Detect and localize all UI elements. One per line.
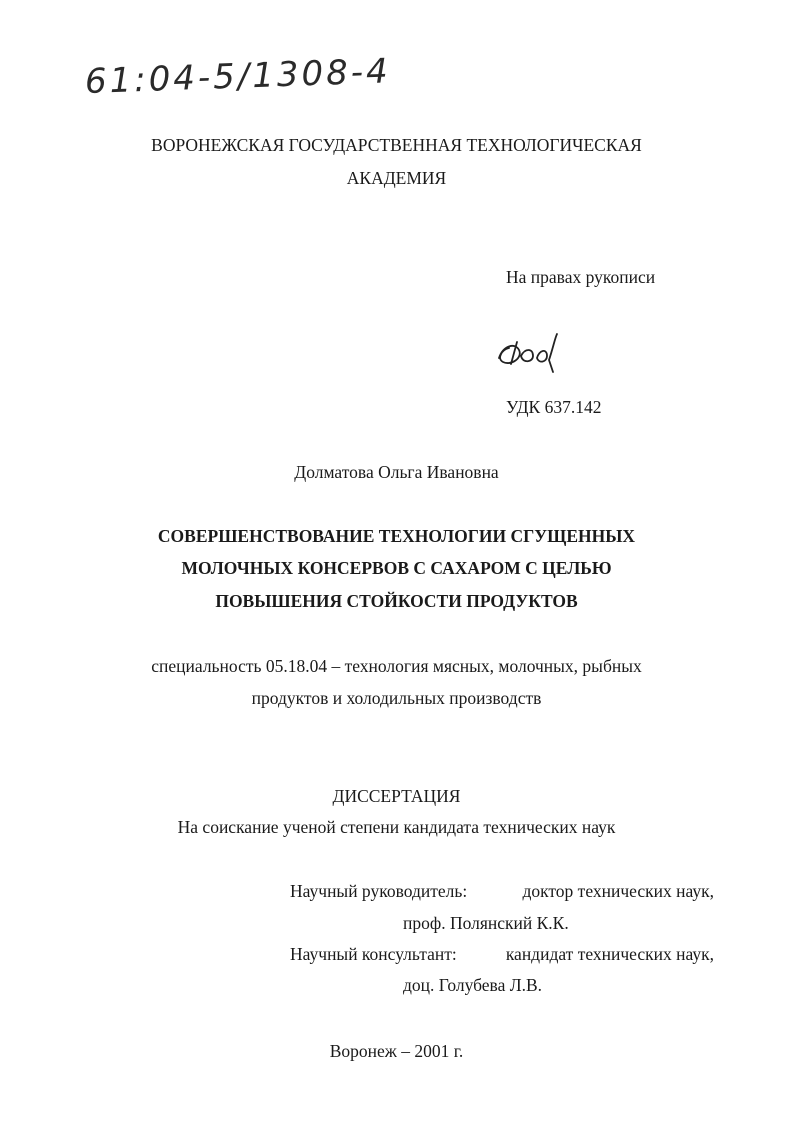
specialty-line-1: специальность 05.18.04 – технология мясных, молочных, рыбных <box>151 656 642 676</box>
signature <box>493 328 565 383</box>
consultant-label: Научный консультант: <box>290 944 457 964</box>
author-name: Долматова Ольга Ивановна <box>294 462 499 482</box>
supervisor-name: проф. Полянский К.К. <box>403 913 569 933</box>
consultant-name: доц. Голубева Л.В. <box>403 975 543 995</box>
specialty-line-2: продуктов и холодильных производств <box>251 688 542 708</box>
archive-stamp: 61:04-5/1308-4 <box>84 51 392 102</box>
place-and-year: Воронеж – 2001 г. <box>329 1041 464 1061</box>
supervisor-line <box>290 881 714 902</box>
supervisor-degree: доктор технических наук, <box>522 881 714 901</box>
title-line-1: СОВЕРШЕНСТВОВАНИЕ ТЕХНОЛОГИИ СГУЩЕННЫХ <box>157 526 636 546</box>
institution-line-2: АКАДЕМИЯ <box>346 168 447 188</box>
document-type: ДИССЕРТАЦИЯ <box>332 786 461 806</box>
udk-code: УДК 637.142 <box>506 397 602 417</box>
rights-note: На правах рукописи <box>506 267 656 287</box>
consultant-degree: кандидат технических наук, <box>505 944 714 964</box>
title-line-3: ПОВЫШЕНИЯ СТОЙКОСТИ ПРОДУКТОВ <box>215 591 578 611</box>
supervisor-label: Научный руководитель: <box>290 881 468 901</box>
consultant-line <box>290 944 714 965</box>
title-line-2: МОЛОЧНЫХ КОНСЕРВОВ С САХАРОМ С ЦЕЛЬЮ <box>181 558 612 578</box>
institution-line-1: ВОРОНЕЖСКАЯ ГОСУДАРСТВЕННАЯ ТЕХНОЛОГИЧЕСКАЯ <box>151 135 642 155</box>
degree-sought: На соискание ученой степени кандидата технических наук <box>177 817 616 837</box>
